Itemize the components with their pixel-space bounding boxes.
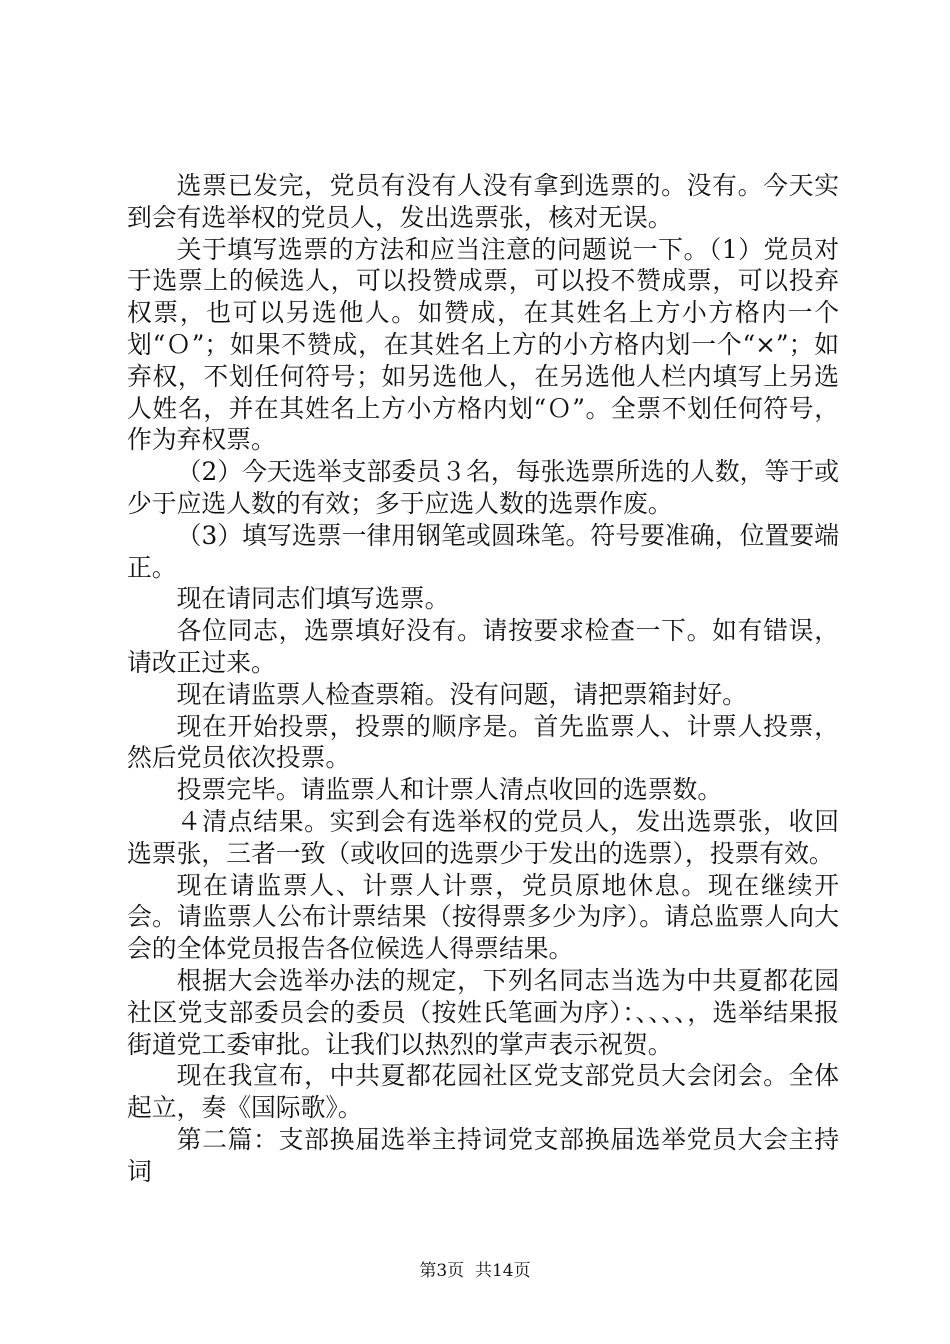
paragraph: 根据大会选举办法的规定，下列名同志当选为中共夏都花园社区党支部委员会的委员（按姓氏笔画为序）：、、、、，选举结果报街道党工委审批。让我们以热烈的掌声表示祝贺。	[127, 965, 839, 1059]
paragraph: （2）今天选举支部委员３名，每张选票所选的人数，等于或少于应选人数的有效；多于应选人数的选票作废。	[127, 457, 839, 518]
paragraph: 选票已发完，党员有没有人没有拿到选票的。没有。今天实到会有选举权的党员人，发出选票张，核对无误。	[127, 171, 839, 232]
paragraph: ４清点结果。实到会有选举权的党员人，发出选票张，收回选票张，三者一致（或收回的选票少于发出的选票），投票有效。	[127, 806, 839, 868]
paragraph: （3）填写选票一律用钢笔或圆珠笔。符号要准确，位置要端正。	[127, 520, 839, 582]
paragraph: 各位同志，选票填好没有。请按要求检查一下。如有错误，请改正过来。	[127, 616, 839, 677]
paragraph: 现在请监票人检查票箱。没有问题，请把票箱封好。	[176, 679, 747, 709]
paragraph: 关于填写选票的方法和应当注意的问题说一下。（1）党员对于选票上的候选人，可以投赞成票，可以投不赞成票，可以投弃权票，也可以另选他人。如赞成，在其姓名上方小方格内一个划“Ｏ”；如果不赞成，在其姓名上方的小方格内划一个“×”；如弃权，不划任何符号；如另选他人，在另选他人栏内填写上另选人姓名，并在其姓名上方小方格内划“Ｏ”。全票不划任何符号，作为弃权票。	[127, 234, 839, 455]
paragraph: 现在开始投票，投票的顺序是。首先监票人、计票人投票，然后党员依次投票。	[127, 711, 839, 773]
section-heading: 第二篇：支部换届选举主持词党支部换届选举党员大会主持词	[127, 1124, 839, 1186]
page-footer	[0, 1260, 950, 1282]
paragraph: 现在请同志们填写选票。	[176, 584, 450, 614]
document-body	[127, 170, 839, 1188]
paragraph: 现在请监票人、计票人计票，党员原地休息。现在继续开会。请监票人公布计票结果（按得票多少为序）。请总监票人向大会的全体党员报告各位候选人得票结果。	[127, 870, 839, 964]
page-number: 第3页 共14页	[419, 1261, 531, 1281]
paragraph: 投票完毕。请监票人和计票人清点收回的选票数。	[176, 775, 723, 805]
paragraph: 现在我宣布，中共夏都花园社区党支部党员大会闭会。全体起立，奏《国际歌》。	[127, 1061, 839, 1123]
